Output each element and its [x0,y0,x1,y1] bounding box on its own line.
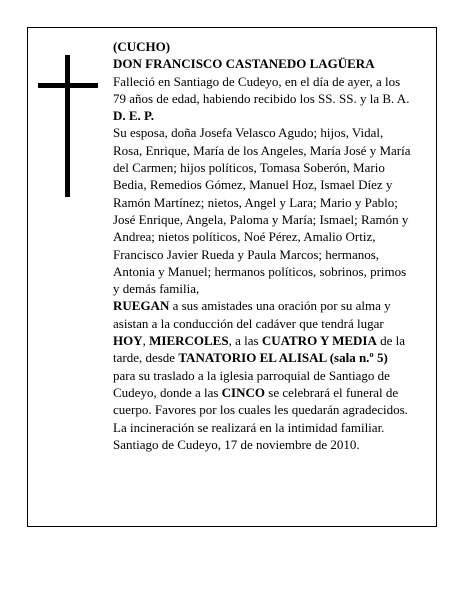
nickname: (CUCHO) [113,39,171,54]
cremation-note: La incineración se realizará en la intimidad familiar. [113,419,385,435]
family-list: Su esposa, doña Josefa Velasco Agudo; hijos, Vidal, Rosa, Enrique, María de los Angeles, María José y María del Carmen; hijos políticos, Tomasa Soberón, Mario Bedia, Remedios Gómez, Manuel Hoz, Ismael Díez y Ramón Martínez; nietos, Angel y Lara; Mario y Pablo; José Enrique, Angela, Paloma y María; Ismael; Ramón y Andrea; nietos políticos, Noé Pérez, Amalio Ortiz, Francisco Javier Rueda y Paula Marcos; hermanos, Antonia y Manuel; hermanos políticos, sobrinos, primos y demás familia, [113,125,411,297]
request-text-1: a sus amistades una oración por su alma y asistan a la conducción del cadáver que tendrá lugar [113,298,391,331]
request-text-3: de la tarde, desde [113,333,406,366]
request-text-2: , a las [228,333,262,349]
request-text-5: se celebrará el funeral de cuerpo. Favores por los cuales les quedarán agradecidos. [113,384,408,418]
request-text-4: para su traslado a la iglesia parroquial de Santiago de Cudeyo, donde a las [113,367,390,400]
dep-heading: D. E. P. [113,108,155,124]
funeral-request [113,297,413,418]
ruegan: RUEGAN [113,298,170,314]
venue: TANATORIO EL ALISAL (sala n.º 5) [178,350,388,366]
cross-icon-crossbar [38,83,98,88]
weekday: MIERCOLES [149,333,229,349]
time: CUATRO Y MEDIA [261,333,377,349]
funeral-time: CINCO [221,384,266,400]
cross-icon [65,55,70,197]
deceased-name: DON FRANCISCO CASTANEDO LAGÜERA [113,56,375,72]
day: HOY [113,333,143,349]
request-comma: , [142,333,150,349]
death-info: Falleció en Santiago de Cudeyo, en el día de ayer, a los 79 años de edad, habiendo recibido los SS. SS. y la B. A. [113,73,410,106]
obituary-text [113,38,413,453]
place-date: Santiago de Cudeyo, 17 de noviembre de 2010. [113,436,360,452]
